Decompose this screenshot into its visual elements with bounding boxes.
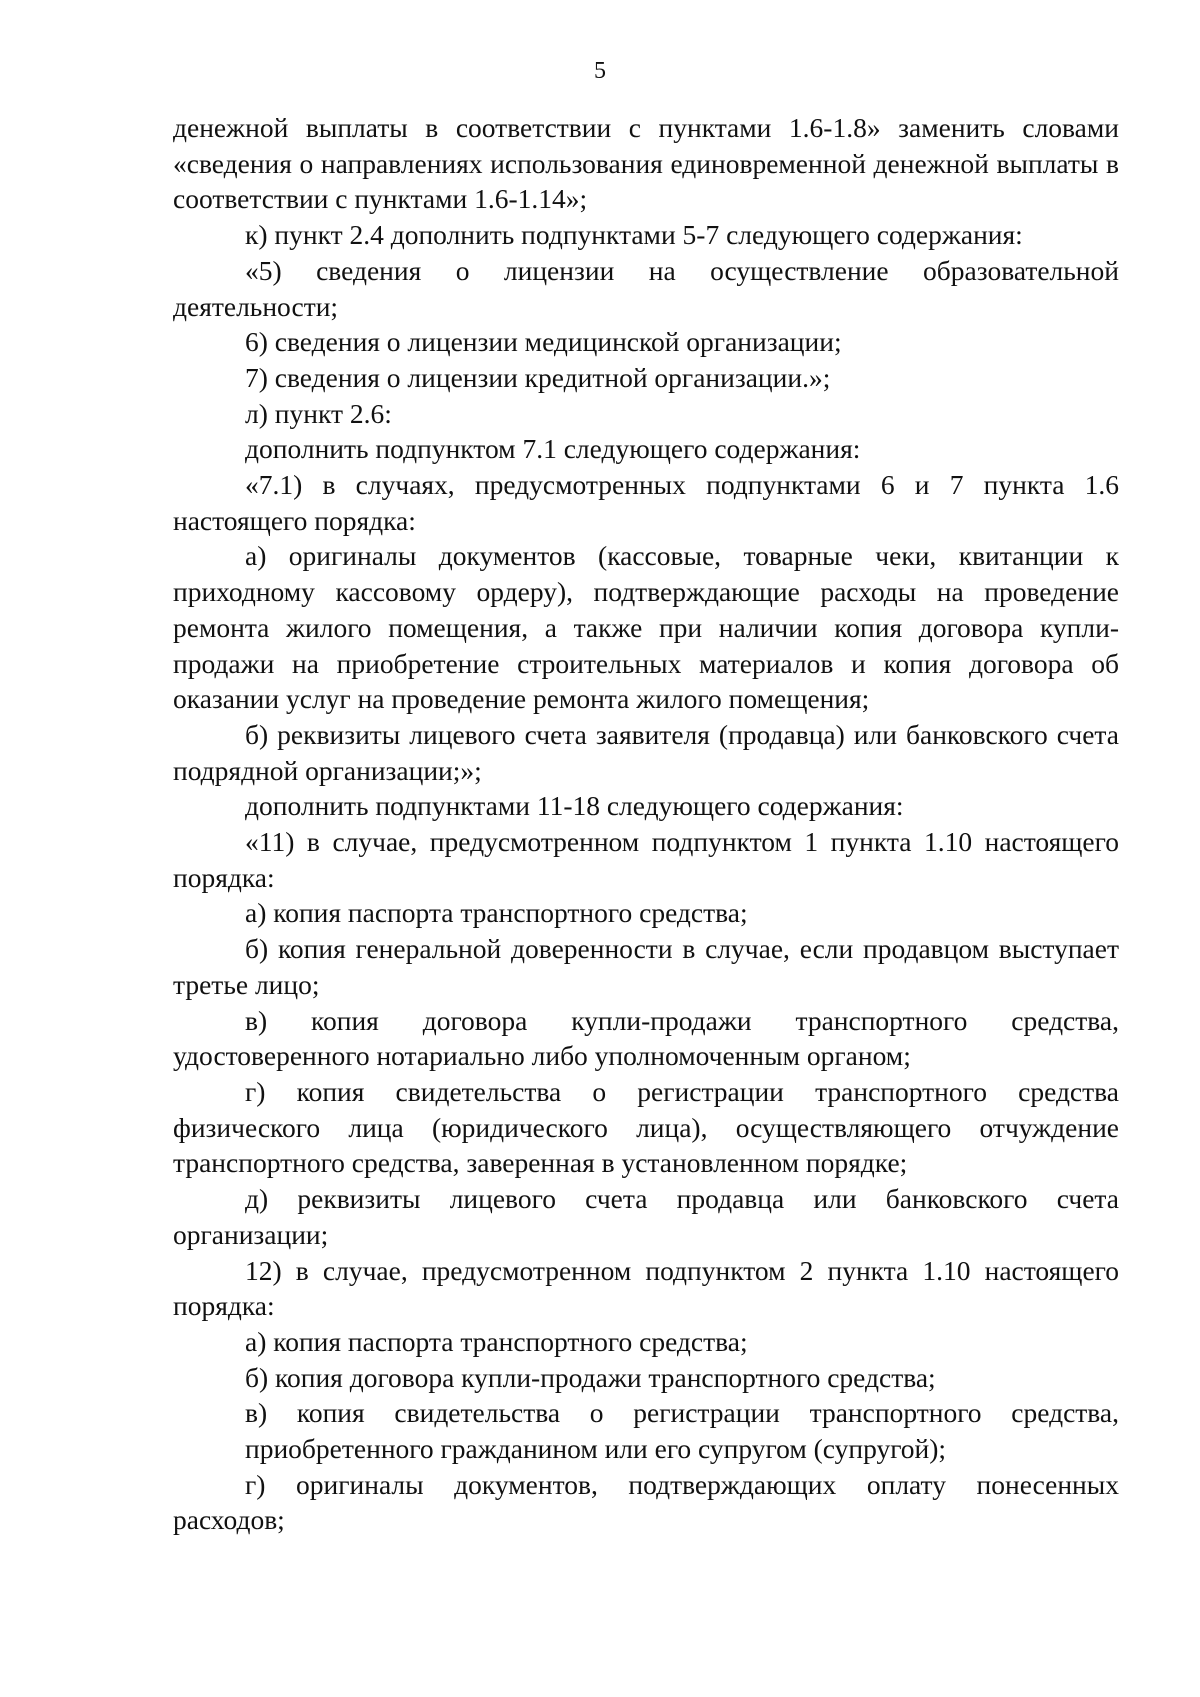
paragraph: 6) сведения о лицензии медицинской организации; [245, 326, 842, 358]
paragraph: 12) в случае, предусмотренном подпунктом 2 пункта 1.10 настоящего порядка: [173, 1254, 1119, 1322]
paragraph: л) пункт 2.6: [245, 397, 392, 429]
paragraph: «7.1) в случаях, предусмотренных подпунктами 6 и 7 пункта 1.6 настоящего порядка: [173, 469, 1119, 536]
paragraph: в) копия договора купли-продажи транспортного средства, удостоверенного нотариально либо уполномоченным органом; [173, 1004, 1119, 1072]
paragraph: д) реквизиты лицевого счета продавца или банковского счета организации; [173, 1183, 1119, 1250]
paragraph: б) копия договора купли-продажи транспортного средства; [245, 1361, 936, 1393]
page-number: 5 [594, 58, 606, 84]
paragraph: а) оригиналы документов (кассовые, товарные чеки, квитанции к приходному кассовому ордеру), подтверждающие расходы на проведение ремонта жилого помещения, а также при наличии копия договора купли-продажи на приобретение строительных материалов и копия договора об оказании услуг на проведение ремонта жилого помещения; [173, 540, 1119, 715]
paragraph: а) копия паспорта транспортного средства; [245, 897, 748, 929]
paragraph: г) копия свидетельства о регистрации транспортного средства физического лица (юридического лица), осуществляющего отчуждение транспортного средства, заверенная в установленном порядке; [173, 1075, 1119, 1179]
paragraph: к) пункт 2.4 дополнить подпунктами 5-7 следующего содержания: [245, 219, 1023, 251]
paragraph: а) копия паспорта транспортного средства; [245, 1325, 748, 1357]
paragraph: дополнить подпунктом 7.1 следующего содержания: [245, 433, 861, 465]
paragraph: денежной выплаты в соответствии с пунктами 1.6-1.8» заменить словами «сведения о направлениях использования единовременной денежной выплаты в соответствии с пунктами 1.6-1.14»; [173, 112, 1119, 215]
paragraph: г) оригиналы документов, подтверждающих оплату понесенных расходов; [173, 1468, 1119, 1536]
paragraph: б) реквизиты лицевого счета заявителя (продавца) или банковского счета подрядной организации;»; [173, 718, 1119, 786]
paragraph: «5) сведения о лицензии на осуществление образовательной деятельности; [173, 254, 1119, 322]
document-body [173, 110, 1119, 1538]
paragraph: «11) в случае, предусмотренном подпунктом 1 пункта 1.10 настоящего порядка: [173, 826, 1119, 893]
paragraph: 7) сведения о лицензии кредитной организации.»; [245, 361, 831, 393]
paragraph: в) копия свидетельства о регистрации транспортного средства, приобретенного гражданином или его супругом (супругой); [245, 1397, 1119, 1465]
paragraph: б) копия генеральной доверенности в случае, если продавцом выступает третье лицо; [173, 933, 1119, 1000]
paragraph: дополнить подпунктами 11-18 следующего содержания: [245, 790, 904, 822]
